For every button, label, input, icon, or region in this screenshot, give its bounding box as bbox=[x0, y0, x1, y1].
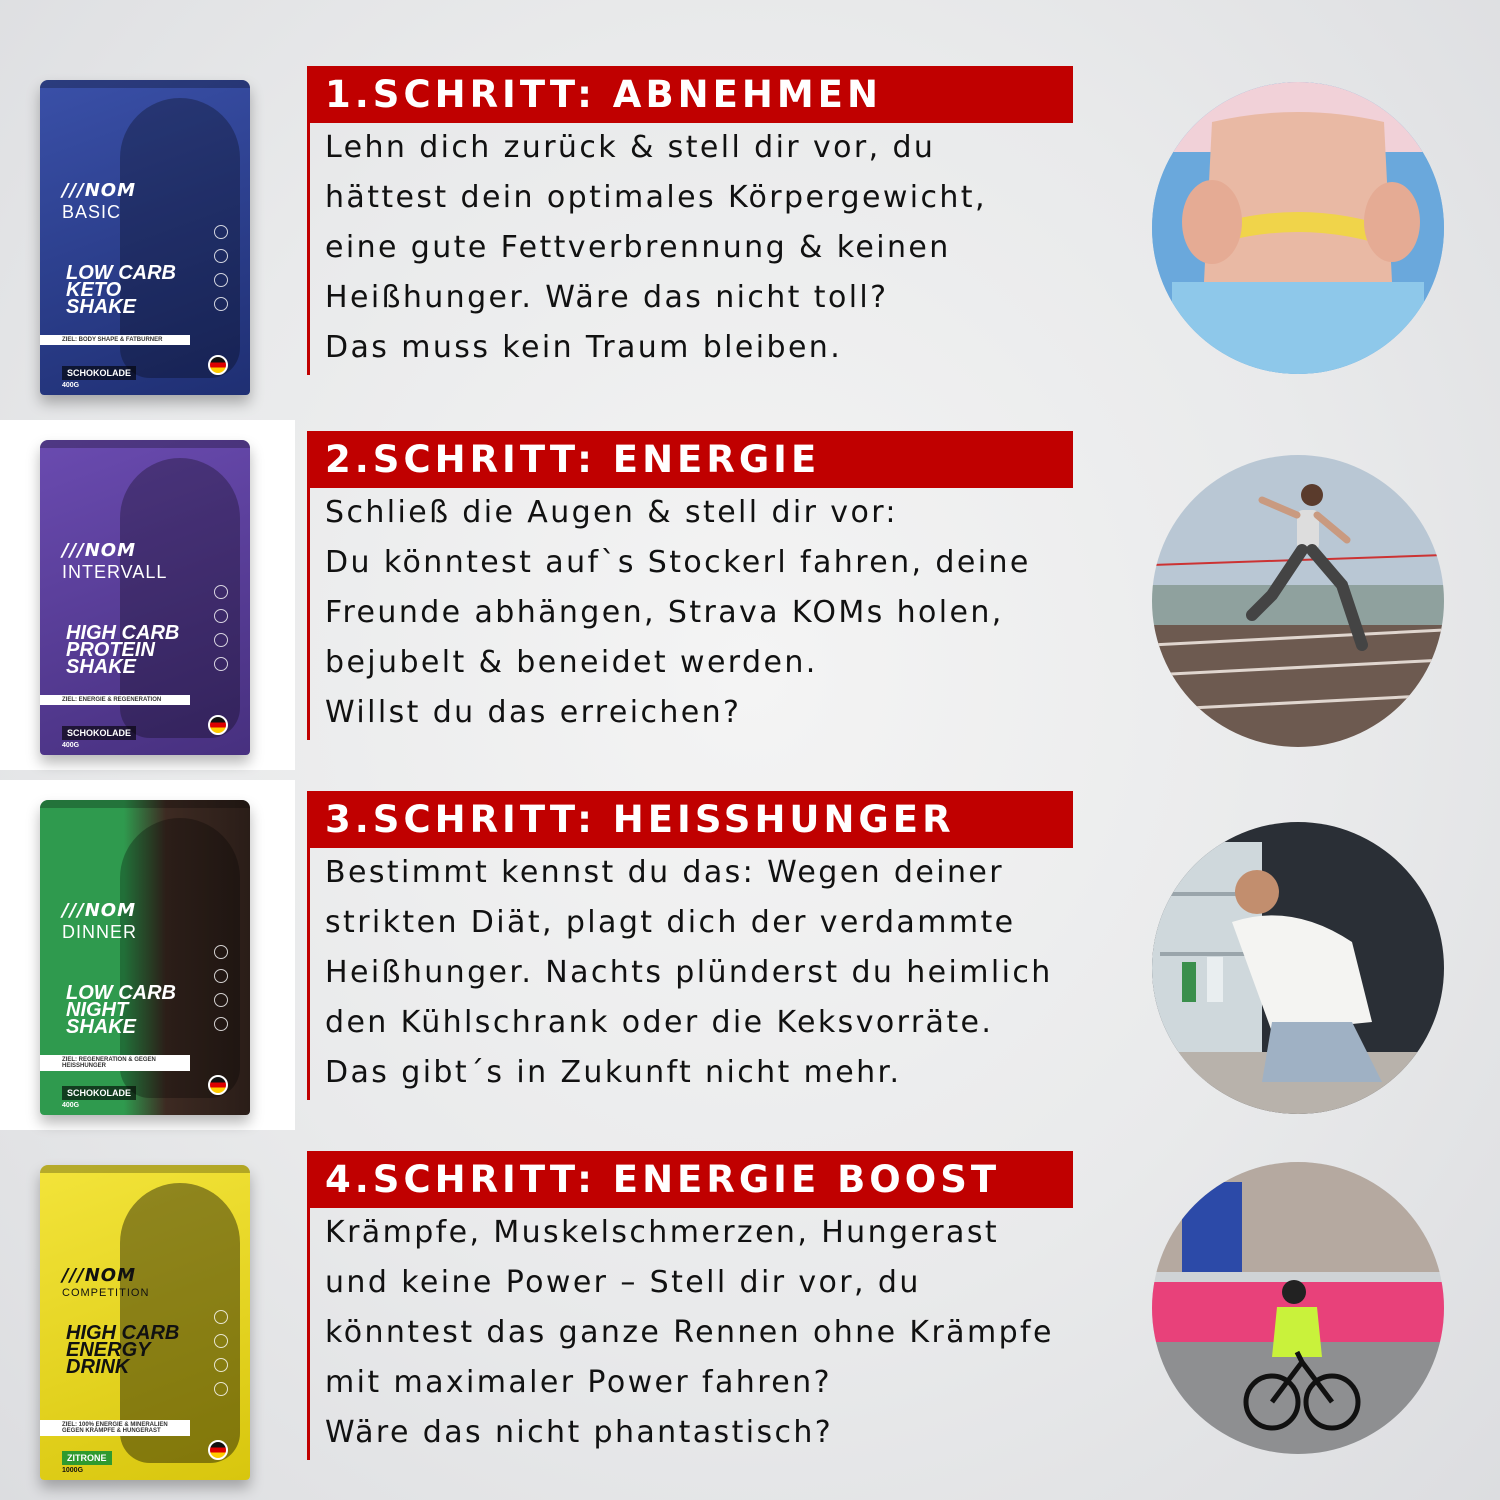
step-title: 3.SCHRITT: HEISSHUNGER bbox=[307, 791, 1073, 848]
pack-flavor: ZITRONE bbox=[62, 1451, 112, 1465]
description-line: strikten Diät, plagt dich der verdammte bbox=[325, 905, 1016, 940]
step-section-1 bbox=[0, 60, 1500, 400]
pack-badge-icons bbox=[214, 585, 228, 681]
pack-line: COMPETITION bbox=[62, 1287, 150, 1299]
pack-goal: ZIEL: ENERGIE & REGENERATION bbox=[40, 695, 190, 705]
pack-brand: ///NOM bbox=[62, 900, 137, 921]
pack-weight: 400G bbox=[62, 742, 80, 749]
pack-brand: ///NOM bbox=[62, 1265, 137, 1286]
description-line: hättest dein optimales Körpergewicht, bbox=[325, 180, 987, 215]
cyclist-race-finish-photo bbox=[1152, 1162, 1444, 1454]
description-line: Das gibt´s in Zukunft nicht mehr. bbox=[325, 1055, 902, 1090]
pack-badge-icons bbox=[214, 945, 228, 1041]
pack-product-name: LOW CARB KETO SHAKE bbox=[66, 262, 176, 318]
pack-badge-icons bbox=[214, 1310, 228, 1406]
step-description bbox=[307, 848, 1107, 1100]
night-shake-pouch-image bbox=[40, 800, 250, 1115]
pack-badge-icons bbox=[214, 225, 228, 321]
description-line: den Kühlschrank oder die Keksvorräte. bbox=[325, 1005, 994, 1040]
product-pack-4 bbox=[0, 1145, 295, 1495]
german-flag-icon bbox=[208, 355, 228, 375]
step-section-4 bbox=[0, 1145, 1500, 1485]
description-line: Bestimmt kennst du das: Wegen deiner bbox=[325, 855, 1004, 890]
pack-weight: 1000G bbox=[62, 1467, 84, 1474]
step-section-3 bbox=[0, 785, 1500, 1125]
description-line: Heißhunger. Nachts plünderst du heimlich bbox=[325, 955, 1053, 990]
description-line: eine gute Fettverbrennung & keinen bbox=[325, 230, 951, 265]
step-section-2 bbox=[0, 425, 1500, 765]
step-title: 2.SCHRITT: ENERGIE bbox=[307, 431, 1073, 488]
pack-line: BASIC bbox=[62, 202, 122, 222]
step-description bbox=[307, 1208, 1107, 1460]
pack-flavor: SCHOKOLADE bbox=[62, 1086, 136, 1100]
product-pack-3 bbox=[0, 780, 295, 1130]
description-line: bejubelt & beneidet werden. bbox=[325, 645, 818, 680]
description-line: Das muss kein Traum bleiben. bbox=[325, 330, 843, 365]
german-flag-icon bbox=[208, 1075, 228, 1095]
man-eating-at-fridge-photo bbox=[1152, 822, 1444, 1114]
pack-flavor: SCHOKOLADE bbox=[62, 726, 136, 740]
product-pack-1 bbox=[0, 60, 295, 410]
description-line: mit maximaler Power fahren? bbox=[325, 1365, 832, 1400]
pack-goal: ZIEL: REGENERATION & GEGEN HEISSHUNGER bbox=[40, 1055, 190, 1071]
german-flag-icon bbox=[208, 715, 228, 735]
description-line: Lehn dich zurück & stell dir vor, du bbox=[325, 130, 936, 165]
energy-drink-pouch-image bbox=[40, 1165, 250, 1480]
description-line: und keine Power – Stell dir vor, du bbox=[325, 1265, 921, 1300]
sprinting-runner-photo bbox=[1152, 455, 1444, 747]
description-line: Freunde abhängen, Strava KOMs holen, bbox=[325, 595, 1004, 630]
description-line: Heißhunger. Wäre das nicht toll? bbox=[325, 280, 889, 315]
protein-shake-pouch-image bbox=[40, 440, 250, 755]
description-line: Du könntest auf`s Stockerl fahren, deine bbox=[325, 545, 1031, 580]
pack-weight: 400G bbox=[62, 382, 80, 389]
step-description bbox=[307, 488, 1107, 740]
pack-weight: 400G bbox=[62, 1102, 80, 1109]
pack-line: DINNER bbox=[62, 922, 138, 942]
german-flag-icon bbox=[208, 1440, 228, 1460]
product-pack-2 bbox=[0, 420, 295, 770]
description-line: Schließ die Augen & stell dir vor: bbox=[325, 495, 898, 530]
pack-brand: ///NOM bbox=[62, 180, 137, 201]
keto-shake-pouch-image bbox=[40, 80, 250, 395]
pack-product-name: LOW CARB NIGHT SHAKE bbox=[66, 982, 176, 1038]
description-line: Wäre das nicht phantastisch? bbox=[325, 1415, 834, 1450]
pack-product-name: HIGH CARB ENERGY DRINK bbox=[66, 1322, 180, 1378]
waist-measuring-tape-photo bbox=[1152, 82, 1444, 374]
pack-goal: ZIEL: BODY SHAPE & FATBURNER bbox=[40, 335, 190, 345]
step-title: 4.SCHRITT: ENERGIE BOOST bbox=[307, 1151, 1073, 1208]
description-line: Krämpfe, Muskelschmerzen, Hungerast bbox=[325, 1215, 1000, 1250]
pack-brand: ///NOM bbox=[62, 540, 137, 561]
pack-line: INTERVALL bbox=[62, 562, 168, 582]
step-title: 1.SCHRITT: ABNEHMEN bbox=[307, 66, 1073, 123]
step-description bbox=[307, 123, 1107, 375]
description-line: könntest das ganze Rennen ohne Krämpfe bbox=[325, 1315, 1054, 1350]
pack-goal: ZIEL: 100% ENERGIE & MINERALIEN GEGEN KRÄMPFE & HUNGERAST bbox=[40, 1420, 190, 1436]
pack-product-name: HIGH CARB PROTEIN SHAKE bbox=[66, 622, 180, 678]
description-line: Willst du das erreichen? bbox=[325, 695, 742, 730]
pack-flavor: SCHOKOLADE bbox=[62, 366, 136, 380]
